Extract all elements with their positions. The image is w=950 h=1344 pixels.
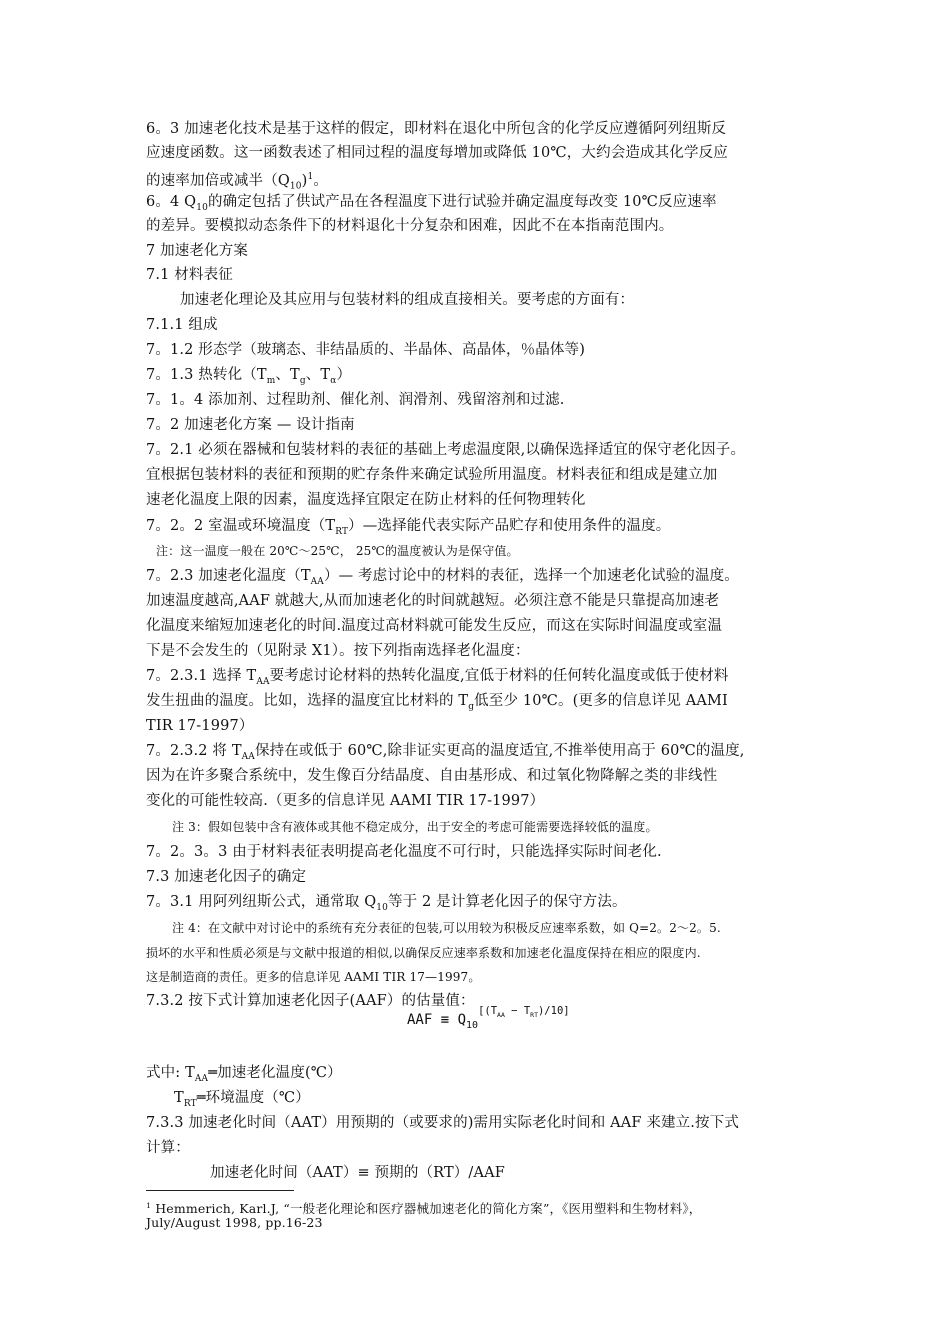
text-run: 6。4 Q bbox=[146, 194, 197, 210]
formula-exp-sub: AA bbox=[497, 1011, 505, 1020]
text-run: 注：这一温度一般在 20℃～25℃， 25℃的温度被认为是保守值。 bbox=[156, 544, 519, 558]
text-run: 加速老化时间（AAT）≡ 预期的（RT）/AAF bbox=[210, 1165, 505, 1181]
text-run: 化温度来缩短加速老化的时间.温度过高材料就可能发生反应，而这在实际时间温度或室温 bbox=[146, 618, 723, 634]
text-run: 这是制造商的责任。更多的信息详见 AAMI TIR 17—1997。 bbox=[146, 970, 481, 984]
subscript: RT bbox=[335, 526, 349, 537]
text-line bbox=[146, 415, 355, 435]
text-run: 式中: T bbox=[146, 1065, 195, 1081]
text-run: 7。2.3.2 将 T bbox=[146, 743, 242, 759]
formula-exp-part: )/10] bbox=[537, 1005, 570, 1017]
text-run: T bbox=[174, 1090, 184, 1106]
text-line bbox=[146, 591, 719, 611]
formula-exp-part: [(T bbox=[478, 1005, 498, 1017]
text-run: 低至少 10℃。(更多的信息详见 AAMI bbox=[474, 693, 728, 709]
text-run: 的确定包括了供试产品在各程温度下进行试验并确定温度每改变 10℃反应速率 bbox=[207, 194, 717, 210]
formula-base-subscript: 10 bbox=[466, 1020, 479, 1031]
subscript: g bbox=[468, 701, 475, 712]
text-run: 7。3.1 用阿列纽斯公式，通常取 Q bbox=[146, 894, 377, 910]
text-line bbox=[146, 340, 585, 360]
text-line bbox=[146, 741, 745, 767]
text-line bbox=[146, 716, 253, 736]
text-run: 等于 2 是计算老化因子的保守方法。 bbox=[387, 894, 627, 910]
text-run: 7.3.3 加速老化时间（AAT）用预期的（或要求的)需用实际老化时间和 AAF 来建立.按下式 bbox=[146, 1115, 740, 1131]
text-line bbox=[146, 943, 701, 963]
text-run: 损坏的水平和性质必须是与文献中报道的相似,以确保反应速率系数和加速老化温度保持在相应的限度内. bbox=[146, 946, 701, 960]
text-line bbox=[146, 192, 717, 218]
text-line bbox=[146, 1213, 323, 1233]
text-run: 保持在或低于 60℃,除非证实更高的温度适宜,不推举使用高于 60℃的温度, bbox=[254, 743, 745, 759]
text-line bbox=[146, 390, 565, 410]
text-run: 6。3 加速老化技术是基于这样的假定，即材料在退化中所包含的化学反应遵循阿列纽斯反 bbox=[146, 121, 727, 137]
subscript: 10 bbox=[196, 202, 208, 213]
text-line bbox=[146, 490, 586, 510]
text-run: 7 加速老化方案 bbox=[146, 243, 249, 259]
text-line bbox=[146, 616, 722, 636]
text-line bbox=[146, 892, 627, 918]
text-line bbox=[146, 241, 248, 261]
text-run: 7。2。2 室温或环境温度（T bbox=[146, 518, 336, 534]
text-line bbox=[146, 143, 728, 163]
text-run: 下是不会发生的（见附录 X1）。按下列指南选择老化温度： bbox=[146, 643, 530, 659]
text-line bbox=[146, 315, 218, 335]
text-run: 7。2.3.1 选择 T bbox=[146, 668, 257, 684]
text-run: 注 4：在文献中对讨论中的系统有充分表征的包装,可以用较为积极反应速率系数，如 Q=2。2～2。5. bbox=[172, 921, 721, 935]
text-run: July/August 1998, pp.16-23 bbox=[146, 1215, 323, 1230]
text-run: 因为在许多聚合系统中，发生像百分结晶度、自由基形成、和过氧化物降解之类的非线性 bbox=[146, 768, 718, 784]
formula-exp-part: − T bbox=[504, 1005, 531, 1017]
text-line bbox=[156, 541, 519, 561]
subscript: g bbox=[299, 375, 306, 386]
text-run: 变化的可能性较高.（更多的信息详见 AAMI TIR 17-1997） bbox=[146, 793, 545, 809]
text-run: 的差异。要模拟动态条件下的材料退化十分复杂和困难，因此不在本指南范围内。 bbox=[146, 218, 674, 234]
text-run: ═环境温度（℃） bbox=[196, 1090, 310, 1106]
text-run: TIR 17-1997） bbox=[146, 718, 254, 734]
text-run: 7。1.3 热转化（T bbox=[146, 367, 267, 383]
text-run: 7。2。3。3 由于材料表征表明提高老化温度不可行时，只能选择实际时间老化. bbox=[146, 844, 662, 860]
text-run: ）—选择能代表实际产品贮存和使用条件的温度。 bbox=[348, 518, 671, 534]
text-run: 7。2.3 加速老化温度（T bbox=[146, 568, 311, 584]
text-line bbox=[146, 766, 717, 786]
text-run: Hemmerich, Karl.J, “一般老化理论和医疗器械加速老化的简化方案”，《医用塑料和生物材料》， bbox=[151, 1201, 702, 1217]
text-line bbox=[146, 791, 544, 811]
subscript: AA bbox=[256, 676, 270, 687]
text-line bbox=[146, 1113, 739, 1133]
text-line bbox=[146, 465, 717, 485]
text-run: 注 3：假如包装中含有液体或其他不稳定成分，出于安全的考虑可能需要选择较低的温度。 bbox=[172, 820, 658, 834]
text-line bbox=[146, 666, 729, 692]
text-run: 发生扭曲的温度。比如，选择的温度宜比材料的 T bbox=[146, 693, 469, 709]
text-run: 加速温度越高,AAF 就越大,从而加速老化的时间就越短。必须注意不能是只靠提高加速老 bbox=[146, 593, 720, 609]
text-line bbox=[146, 440, 745, 460]
formula-lhs: AAF ≡ Q bbox=[407, 1012, 467, 1028]
text-run: 7。1。4 添加剂、过程助剂、催化剂、润滑剂、残留溶剂和过滤. bbox=[146, 392, 565, 408]
text-run: 、T bbox=[275, 367, 300, 383]
subscript: α bbox=[330, 375, 337, 386]
subscript: 10 bbox=[289, 181, 302, 192]
text-run: 宜根据包装材料的表征和预期的贮存条件来确定试验所用温度。材料表征和组成是建立加 bbox=[146, 467, 718, 483]
text-line bbox=[146, 566, 739, 592]
text-line bbox=[174, 1088, 310, 1114]
subscript: 10 bbox=[376, 902, 388, 913]
text-line bbox=[210, 1163, 505, 1183]
text-line bbox=[146, 1138, 190, 1158]
text-line bbox=[146, 516, 670, 542]
text-run: ） bbox=[336, 367, 352, 383]
text-run: 应速度函数。这一函数表述了相同过程的温度每增加或降低 10℃，大约会造成其化学反应 bbox=[146, 145, 728, 161]
text-line bbox=[146, 216, 673, 236]
text-run: 7。1.2 形态学（玻璃态、非结晶质的、半晶体、高晶体，％晶体等) bbox=[146, 342, 585, 358]
formula-exp-sub: RT bbox=[530, 1011, 538, 1020]
text-line bbox=[146, 991, 475, 1011]
text-run: 7.3.2 按下式计算加速老化因子(AAF）的估量值： bbox=[146, 993, 475, 1009]
text-line bbox=[172, 918, 721, 938]
text-run: 、T bbox=[305, 367, 331, 383]
text-line bbox=[146, 119, 726, 139]
text-line bbox=[172, 817, 658, 837]
text-run: ）— 考虑讨论中的材料的表征，选择一个加速老化试验的温度。 bbox=[323, 568, 739, 584]
text-line bbox=[146, 265, 233, 285]
superscript: 1 bbox=[146, 1201, 152, 1210]
text-run: ═加速老化温度(℃） bbox=[208, 1065, 342, 1081]
text-run: 7。2.1 必须在器械和包装材料的表征的基础上考虑温度限,以确保选择适宜的保守老化因子。 bbox=[146, 442, 746, 458]
subscript: AA bbox=[310, 576, 324, 587]
text-line bbox=[146, 1063, 342, 1089]
subscript: AA bbox=[241, 751, 255, 762]
text-line bbox=[146, 641, 530, 661]
subscript: AA bbox=[194, 1073, 209, 1084]
text-line bbox=[146, 365, 351, 391]
text-run: 计算： bbox=[146, 1140, 190, 1156]
footnote-separator bbox=[146, 1190, 294, 1191]
text-run: 7.1 材料表征 bbox=[146, 267, 233, 283]
text-run: 7.3 加速老化因子的确定 bbox=[146, 869, 307, 885]
formula-exponent bbox=[478, 1005, 570, 1020]
text-run: 。 bbox=[313, 172, 328, 189]
subscript: RT bbox=[183, 1098, 197, 1109]
text-line bbox=[180, 290, 634, 310]
text-line bbox=[146, 691, 728, 717]
subscript: m bbox=[266, 375, 276, 386]
superscript: 1 bbox=[307, 172, 314, 182]
text-run: 7。2 加速老化方案 — 设计指南 bbox=[146, 417, 355, 433]
text-run: ) bbox=[301, 172, 308, 189]
aaf-formula bbox=[407, 1005, 570, 1031]
text-line bbox=[146, 867, 306, 887]
text-line bbox=[146, 842, 662, 862]
text-line bbox=[146, 967, 481, 987]
text-run: 速老化温度上限的因素，温度选择宜限定在防止材料的任何物理转化 bbox=[146, 492, 586, 508]
text-run: 7.1.1 组成 bbox=[146, 317, 218, 333]
text-run: 要考虑讨论材料的热转化温度,宜低于材料的任何转化温度或低于使材料 bbox=[269, 668, 729, 684]
text-run: 加速老化理论及其应用与包装材料的组成直接相关。要考虑的方面有： bbox=[180, 292, 635, 308]
text-run: 的速率加倍或减半（Q bbox=[146, 172, 290, 189]
